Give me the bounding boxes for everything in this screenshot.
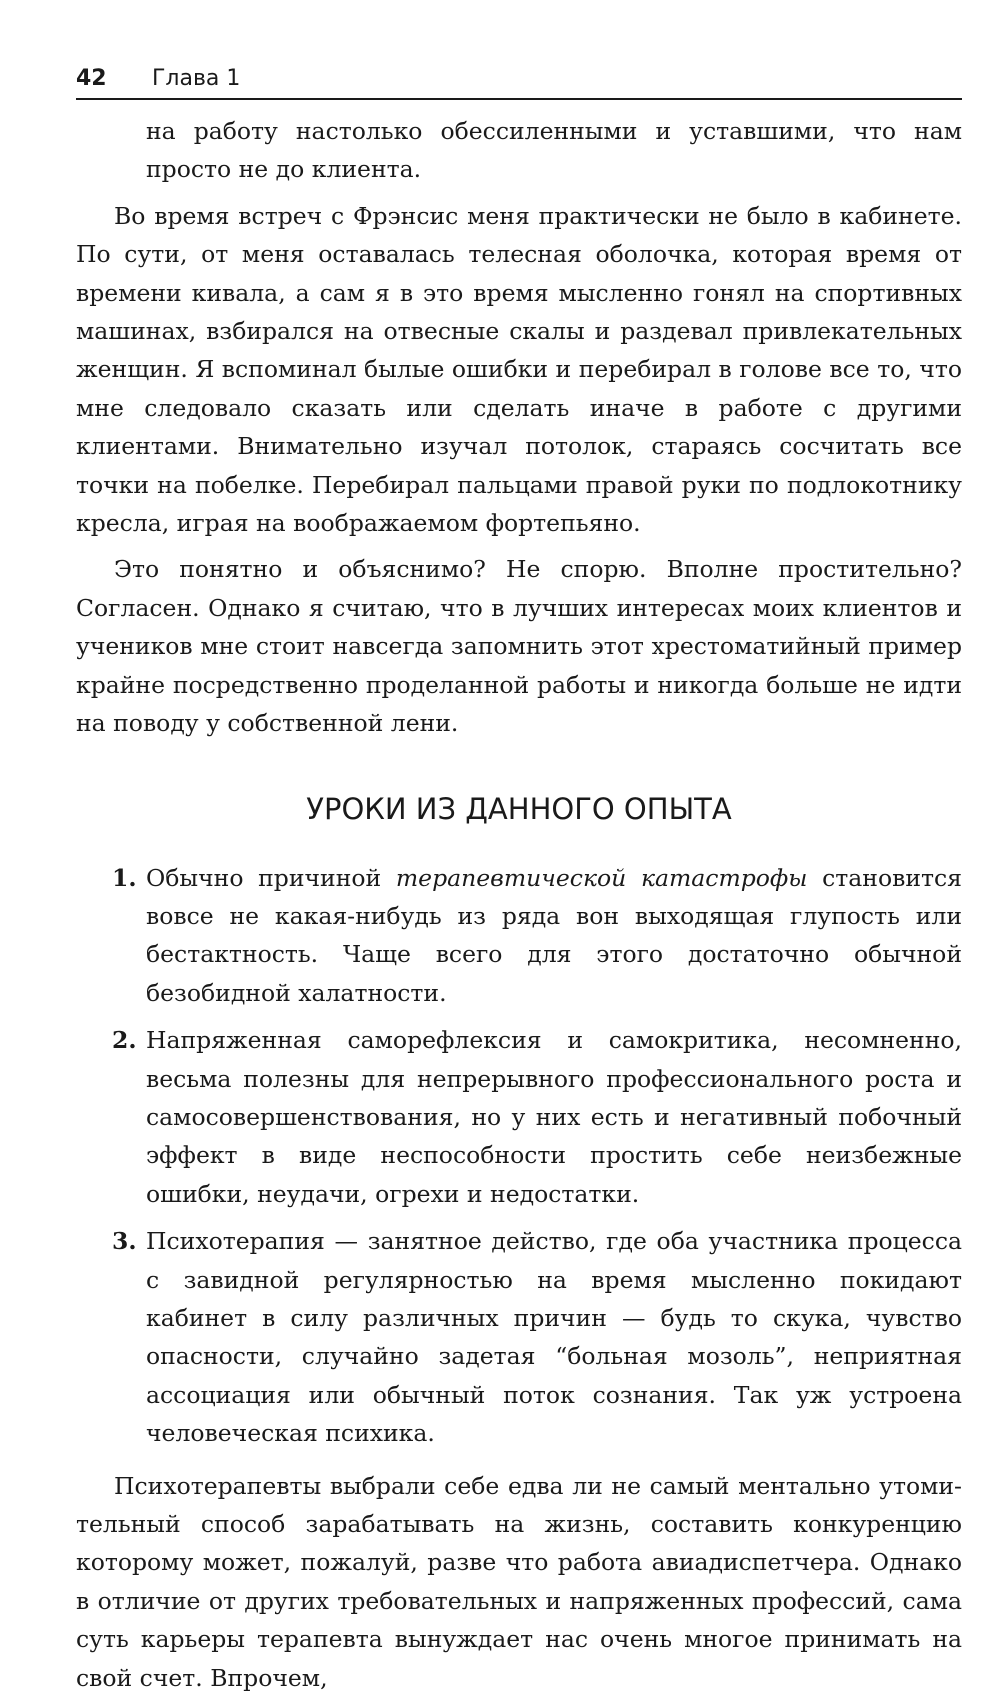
list-number: 1. (112, 863, 137, 892)
paragraph: Во время встреч с Фрэнсис меня практически не было в кабинете. По сути, от меня оставалась телесная оболочка, которая время от времени кивала, а сам я в это время мысленно гонял на спортивных машинах, взбирался на отвесные скалы и раздевал привлекательных женщин. Я вспоминал былые ошибки и перебирал в голове все то, что мне следовало сказать или сделать иначе в работе с другими клиентами. Внимательно изучал потолок, стараясь сосчитать все точки на побелке. Перебирал пальцами правой руки по подлокотнику кресла, играя на воображаемом фортепьяно. (76, 201, 962, 538)
page-number: 42 (76, 66, 107, 91)
chapter-title: Глава 1 (152, 66, 241, 91)
list-number: 3. (112, 1227, 137, 1256)
list-item (76, 1222, 962, 1452)
continued-paragraph: на работу настолько обессиленными и уставшими, что нам просто не до клиента. (146, 117, 962, 184)
paragraph: Психотерапевты выбрали себе едва ли не самый ментально утомительный способ зарабатывать на жизнь, составить конкуренцию которому может, пожалуй, разве что работа авиадиспетчера. Однако в отличие от других требовательных и напряженных профессий, сама суть карьеры терапевта вынуждает нас очень многое принимать на свой счет. Впрочем, (76, 1471, 962, 1692)
list-text: становится вовсе не какая-нибудь из ряда вон выходящая глупость или бестактность. Чаще всего для этого достаточно обычной безобидной халатности. (146, 863, 962, 1007)
paragraph: Это понятно и объяснимо? Не спорю. Вполне простительно? Согласен. Однако я считаю, что в лучших интересах моих клиентов и учеников мне стоит навсегда запомнить этот хрестоматийный пример крайне посредственно проделанной работы и никогда больше не идти на поводу у собственной лени. (76, 555, 962, 738)
lessons-list (76, 859, 962, 1453)
list-text: Напряженная саморефлексия и самокритика, несомненно, весьма полезны для непрерывного профессионального роста и самосовершенствования, но у них есть и негативный побочный эффект в виде неспособности простить себе неизбежные ошибки, неудачи, огрехи и недостатки. (146, 1026, 962, 1208)
list-item (76, 859, 962, 1013)
list-number: 2. (112, 1026, 137, 1055)
list-text: Психотерапия — занятное действо, где оба участника процесса с завидной регулярностью на время мысленно покидают кабинет в силу различных причин — будь то скука, чувство опасности, случайно задетая “больная мозоль”, неприятная ассоциация или обычный поток сознания. Так уж устроена человеческая психика. (146, 1227, 962, 1448)
section-heading: УРОКИ ИЗ ДАННОГО ОПЫТА (306, 791, 732, 826)
list-item (76, 1021, 962, 1213)
emphasis-text: терапевтической катастрофы (395, 863, 808, 892)
list-text: Обычно причиной (146, 863, 396, 892)
body-text (76, 112, 962, 1697)
running-header (76, 64, 962, 100)
